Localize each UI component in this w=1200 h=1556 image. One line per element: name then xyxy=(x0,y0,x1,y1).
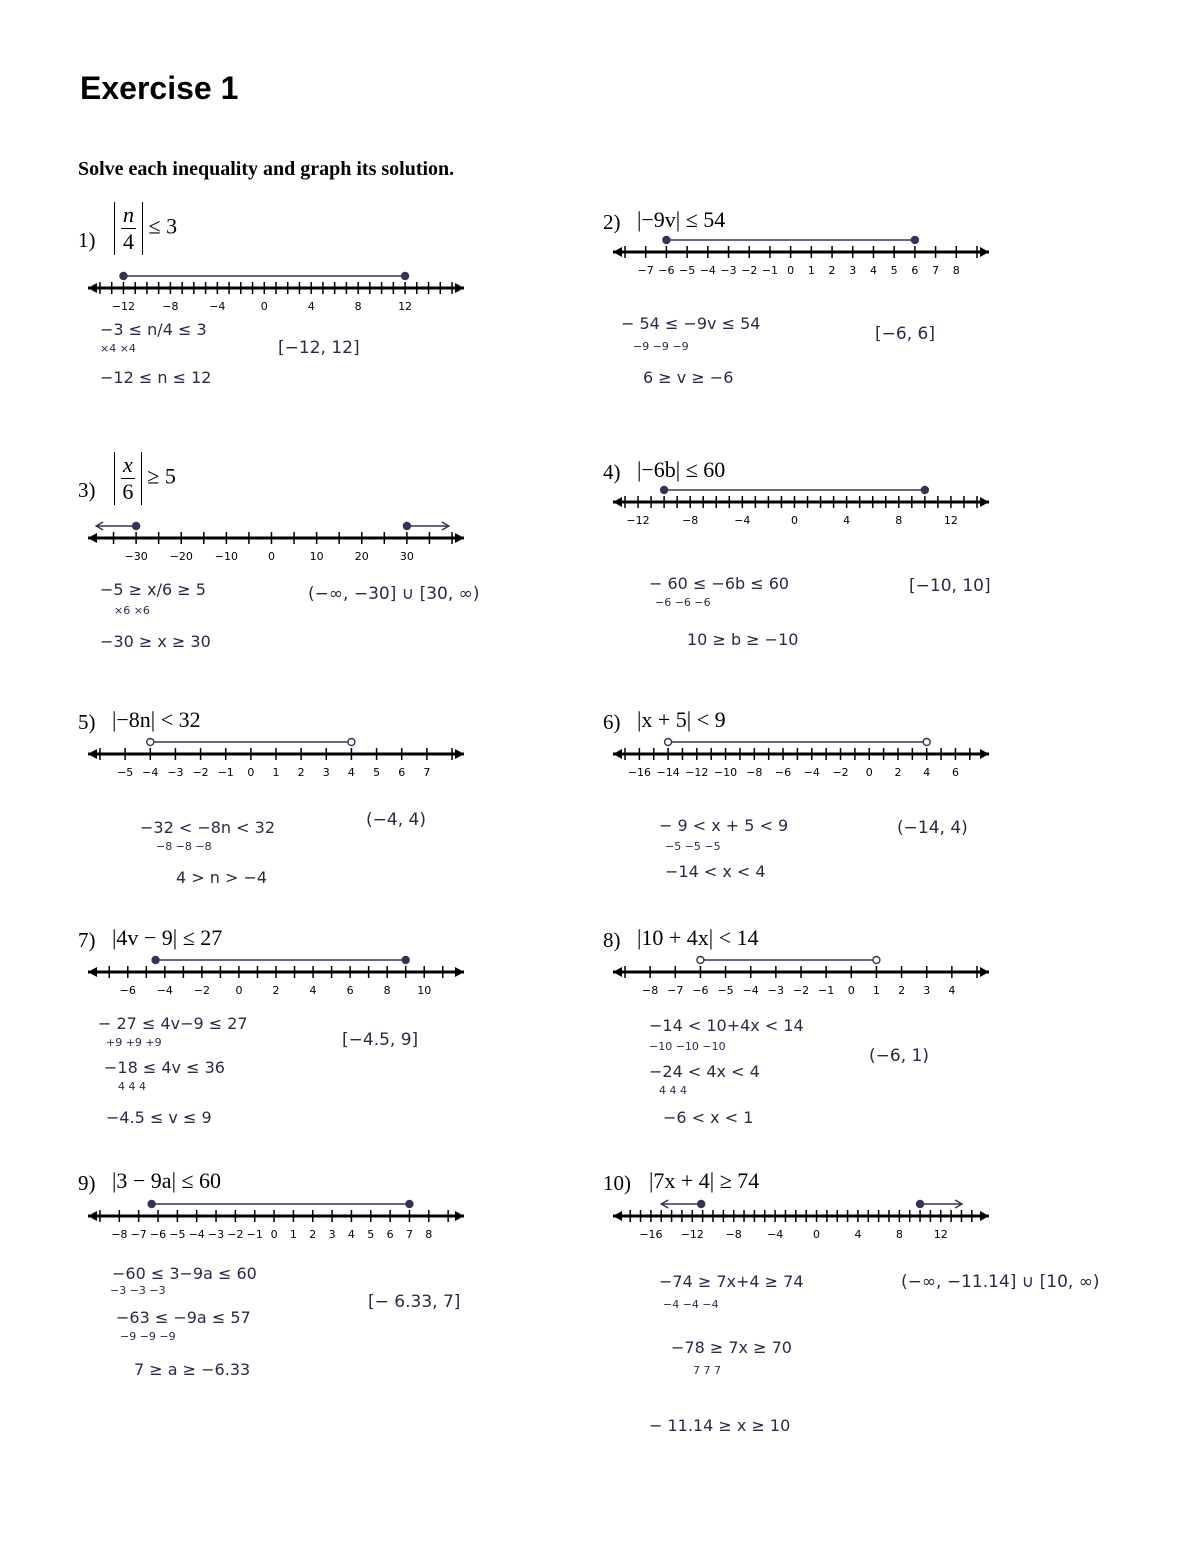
tick-label: 0 xyxy=(235,984,243,997)
work-line-3: −14 < x < 4 xyxy=(665,862,766,881)
number-line xyxy=(611,480,991,526)
number-line xyxy=(611,1194,991,1240)
closed-endpoint xyxy=(403,523,410,530)
open-endpoint xyxy=(923,739,930,746)
number-line xyxy=(611,230,991,276)
open-endpoint xyxy=(147,739,154,746)
number-line xyxy=(611,950,991,996)
open-endpoint xyxy=(665,739,672,746)
tick-label: −30 xyxy=(124,550,148,563)
tick-label: −10 xyxy=(214,550,238,563)
tick-label: −12 xyxy=(680,1228,704,1241)
tick-label: −4 xyxy=(209,300,226,313)
work-line-3: −63 ≤ −9a ≤ 57 xyxy=(116,1308,251,1327)
problem-number: 8) xyxy=(603,928,621,952)
closed-endpoint xyxy=(152,957,159,964)
work-line-2: ×4 ×4 xyxy=(100,342,136,355)
work-line-1: − 9 < x + 5 < 9 xyxy=(659,816,789,835)
tick-label: 2 xyxy=(898,984,906,997)
tick-label: 0 xyxy=(865,766,873,779)
work-line-1: −74 ≥ 7x+4 ≥ 74 xyxy=(659,1272,804,1291)
tick-label: −4 xyxy=(742,984,759,997)
tick-label: 2 xyxy=(894,766,902,779)
abs-fraction xyxy=(114,452,142,505)
tick-label: −8 xyxy=(725,1228,742,1241)
answer-interval: [−10, 10] xyxy=(909,576,991,596)
tick-label: 6 xyxy=(911,264,919,277)
problem-number: 6) xyxy=(603,710,621,734)
tick-label: 0 xyxy=(270,1228,278,1241)
answer-interval: [−4.5, 9] xyxy=(342,1030,419,1050)
tick-label: −1 xyxy=(761,264,779,277)
problem-10 xyxy=(603,1166,1143,1435)
closed-endpoint xyxy=(402,957,409,964)
tick-label: 4 xyxy=(843,514,851,527)
tick-label: 7 xyxy=(423,766,431,779)
problem-1 xyxy=(78,200,618,440)
axis-arrow-right xyxy=(980,967,989,977)
tick-label: 4 xyxy=(854,1228,862,1241)
number-line xyxy=(86,266,466,312)
tick-label: 8 xyxy=(952,264,960,277)
axis-arrow-right xyxy=(980,1211,989,1221)
work-line-3: 4 > n > −4 xyxy=(176,868,268,887)
inequality xyxy=(114,452,176,505)
tick-label: −5 xyxy=(169,1228,186,1241)
tick-label: −8 xyxy=(746,766,763,779)
tick-label: 1 xyxy=(272,766,280,779)
closed-endpoint xyxy=(402,273,409,280)
tick-label: −8 xyxy=(162,300,179,313)
tick-label: 30 xyxy=(399,550,414,563)
work-line-3: −78 ≥ 7x ≥ 70 xyxy=(671,1338,792,1357)
tick-label: 6 xyxy=(398,766,406,779)
axis-arrow-right xyxy=(980,247,989,257)
tick-label: 7 xyxy=(405,1228,413,1241)
work-line-2: −10 −10 −10 xyxy=(649,1040,726,1053)
problem-2 xyxy=(603,200,1143,440)
tick-label: 8 xyxy=(895,514,903,527)
tick-label: 6 xyxy=(951,766,959,779)
frac-denominator: 6 xyxy=(122,479,134,504)
tick-label: −2 xyxy=(792,984,810,997)
problem-number: 7) xyxy=(78,928,96,952)
work-line-1: − 27 ≤ 4v−9 ≤ 27 xyxy=(98,1014,248,1033)
axis-arrow-left xyxy=(613,247,622,257)
problem-number: 10) xyxy=(603,1171,631,1195)
work-line-1: − 60 ≤ −6b ≤ 60 xyxy=(649,574,790,593)
tick-label: 4 xyxy=(347,766,355,779)
work-line-5: − 11.14 ≥ x ≥ 10 xyxy=(649,1416,791,1435)
problem-number: 4) xyxy=(603,460,621,484)
tick-label: 20 xyxy=(354,550,369,563)
tick-label: 0 xyxy=(787,264,795,277)
inequality: |7x + 4| ≥ 74 xyxy=(649,1168,760,1193)
inequality: |3 − 9a| ≤ 60 xyxy=(112,1168,222,1193)
work-line-2: −8 −8 −8 xyxy=(156,840,212,853)
closed-endpoint xyxy=(917,1201,924,1208)
axis-arrow-left xyxy=(613,967,622,977)
tick-label: 6 xyxy=(346,984,354,997)
tick-label: −12 xyxy=(685,766,709,779)
tick-label: 8 xyxy=(895,1228,903,1241)
closed-endpoint xyxy=(698,1201,705,1208)
tick-label: −8 xyxy=(111,1228,128,1241)
inequality: |−6b| ≤ 60 xyxy=(637,457,726,482)
tick-label: 3 xyxy=(923,984,931,997)
closed-endpoint xyxy=(911,237,918,244)
problem-9 xyxy=(78,1166,618,1406)
tick-label: 4 xyxy=(948,984,956,997)
axis-arrow-left xyxy=(613,497,622,507)
answer-interval: (−14, 4) xyxy=(897,818,968,838)
tick-label: −4 xyxy=(142,766,159,779)
tick-label: −5 xyxy=(679,264,696,277)
work-line-1: −5 ≥ x/6 ≥ 5 xyxy=(100,580,206,599)
problem-3 xyxy=(78,450,618,690)
work-line-2: −5 −5 −5 xyxy=(665,840,721,853)
work-line-1: −3 ≤ n/4 ≤ 3 xyxy=(100,320,207,339)
inequality-rhs: ≤ 3 xyxy=(148,213,178,239)
closed-endpoint xyxy=(406,1201,413,1208)
work-line-1: −32 < −8n < 32 xyxy=(140,818,276,837)
work-line-2: +9 +9 +9 xyxy=(106,1036,162,1049)
tick-label: −4 xyxy=(156,984,173,997)
tick-label: −3 xyxy=(767,984,784,997)
work-line-1: −14 < 10+4x < 14 xyxy=(649,1016,804,1035)
tick-label: 0 xyxy=(790,514,798,527)
work-line-4: 4 4 4 xyxy=(118,1080,146,1093)
tick-label: −12 xyxy=(626,514,650,527)
answer-interval: (−∞, −30] ∪ [30, ∞) xyxy=(308,584,480,604)
work-line-3: 6 ≥ v ≥ −6 xyxy=(643,368,734,387)
tick-label: 12 xyxy=(933,1228,948,1241)
tick-label: 5 xyxy=(890,264,898,277)
axis-arrow-left xyxy=(613,749,622,759)
tick-label: 12 xyxy=(398,300,413,313)
work-line-2: −3 −3 −3 xyxy=(110,1284,166,1297)
problem-8 xyxy=(603,920,1143,1160)
tick-label: −4 xyxy=(803,766,820,779)
axis-arrow-right xyxy=(455,533,464,543)
tick-label: 1 xyxy=(872,984,880,997)
answer-interval: (−4, 4) xyxy=(366,810,426,830)
inequality: |−8n| < 32 xyxy=(112,707,201,732)
problem-number: 2) xyxy=(603,210,621,234)
inequality: |−9v| ≤ 54 xyxy=(637,207,726,232)
axis-arrow-left xyxy=(88,967,97,977)
tick-label: 4 xyxy=(309,984,317,997)
tick-label: −2 xyxy=(741,264,758,277)
tick-label: 0 xyxy=(847,984,855,997)
tick-label: 10 xyxy=(417,984,432,997)
tick-label: −6 xyxy=(658,264,675,277)
work-line-3: −18 ≤ 4v ≤ 36 xyxy=(104,1058,225,1077)
tick-label: 10 xyxy=(309,550,324,563)
tick-label: 2 xyxy=(309,1228,317,1241)
tick-label: −4 xyxy=(699,264,716,277)
tick-label: −6 xyxy=(692,984,709,997)
answer-interval: [− 6.33, 7] xyxy=(368,1292,461,1312)
closed-endpoint xyxy=(133,523,140,530)
work-line-4: 7 7 7 xyxy=(693,1364,721,1377)
work-line-5: −4.5 ≤ v ≤ 9 xyxy=(106,1108,212,1127)
tick-label: −1 xyxy=(246,1228,263,1241)
tick-label: 2 xyxy=(272,984,280,997)
tick-label: 4 xyxy=(869,264,877,277)
tick-label: −20 xyxy=(169,550,193,563)
work-line-2: −4 −4 −4 xyxy=(663,1298,719,1311)
inequality: |10 + 4x| < 14 xyxy=(637,925,759,950)
tick-label: 5 xyxy=(367,1228,375,1241)
problem-6 xyxy=(603,702,1143,942)
answer-interval: [−12, 12] xyxy=(278,338,360,358)
tick-label: −8 xyxy=(642,984,659,997)
problem-number: 3) xyxy=(78,478,96,502)
instructions: Solve each inequality and graph its solution. xyxy=(78,158,455,180)
problem-4 xyxy=(603,450,1143,690)
tick-label: −16 xyxy=(639,1228,663,1241)
number-line xyxy=(86,950,466,996)
tick-label: −2 xyxy=(192,766,209,779)
tick-label: −1 xyxy=(818,984,835,997)
inequality: |x + 5| < 9 xyxy=(637,707,726,732)
frac-numerator: n xyxy=(123,202,134,227)
tick-label: 4 xyxy=(923,766,931,779)
tick-label: −4 xyxy=(188,1228,205,1241)
answer-interval: (−∞, −11.14] ∪ [10, ∞) xyxy=(901,1272,1100,1292)
work-line-3: 10 ≥ b ≥ −10 xyxy=(687,630,799,649)
open-endpoint xyxy=(873,957,880,964)
axis-arrow-right xyxy=(455,1211,464,1221)
axis-arrow-right xyxy=(980,497,989,507)
work-line-2: −6 −6 −6 xyxy=(655,596,711,609)
work-line-2: ×6 ×6 xyxy=(114,604,150,617)
work-line-4: −9 −9 −9 xyxy=(120,1330,176,1343)
tick-label: −2 xyxy=(193,984,211,997)
inequality xyxy=(114,202,177,255)
work-line-1: − 54 ≤ −9v ≤ 54 xyxy=(621,314,761,333)
tick-label: −7 xyxy=(667,984,684,997)
work-line-3: −12 ≤ n ≤ 12 xyxy=(100,368,212,387)
number-line xyxy=(611,732,991,778)
tick-label: 0 xyxy=(813,1228,821,1241)
problem-5 xyxy=(78,702,618,942)
tick-label: 0 xyxy=(247,766,255,779)
tick-label: 7 xyxy=(932,264,940,277)
tick-label: −2 xyxy=(832,766,849,779)
problem-number: 5) xyxy=(78,710,96,734)
tick-label: −2 xyxy=(227,1228,244,1241)
axis-arrow-left xyxy=(88,1211,97,1221)
tick-label: −10 xyxy=(713,766,738,779)
work-line-4: 4 4 4 xyxy=(659,1084,687,1097)
problem-7 xyxy=(78,920,618,1160)
open-endpoint xyxy=(697,957,704,964)
axis-arrow-left xyxy=(88,749,97,759)
problem-number: 9) xyxy=(78,1171,96,1195)
tick-label: −8 xyxy=(682,514,699,527)
tick-label: 3 xyxy=(849,264,857,277)
number-line xyxy=(86,732,466,778)
tick-label: −3 xyxy=(207,1228,225,1241)
closed-endpoint xyxy=(120,273,127,280)
tick-label: 8 xyxy=(383,984,391,997)
tick-label: −5 xyxy=(117,766,134,779)
answer-interval: [−6, 6] xyxy=(875,324,935,344)
axis-arrow-right xyxy=(455,967,464,977)
tick-label: 1 xyxy=(807,264,815,277)
axis-arrow-right xyxy=(455,283,464,293)
work-line-2: −9 −9 −9 xyxy=(633,340,689,353)
tick-label: −14 xyxy=(656,766,680,779)
tick-label: 4 xyxy=(347,1228,355,1241)
inequality-rhs: ≥ 5 xyxy=(147,463,176,489)
frac-denominator: 4 xyxy=(123,229,134,254)
tick-label: −7 xyxy=(130,1228,147,1241)
closed-endpoint xyxy=(663,237,670,244)
tick-label: 5 xyxy=(373,766,381,779)
tick-label: −16 xyxy=(627,766,651,779)
work-line-5: −6 < x < 1 xyxy=(663,1108,754,1127)
tick-label: 4 xyxy=(307,300,315,313)
work-line-3: −30 ≥ x ≥ 30 xyxy=(100,632,211,651)
inequality: |4v − 9| ≤ 27 xyxy=(112,925,223,950)
tick-label: −3 xyxy=(720,264,737,277)
tick-label: −6 xyxy=(774,766,792,779)
tick-label: −6 xyxy=(149,1228,167,1241)
problem-number: 1) xyxy=(78,228,96,252)
closed-endpoint xyxy=(148,1201,155,1208)
work-line-1: −60 ≤ 3−9a ≤ 60 xyxy=(112,1264,257,1283)
axis-arrow-left xyxy=(88,283,97,293)
frac-numerator: x xyxy=(123,452,133,477)
closed-endpoint xyxy=(921,487,928,494)
tick-label: −7 xyxy=(637,264,654,277)
axis-arrow-right xyxy=(980,749,989,759)
number-line xyxy=(86,516,466,562)
tick-label: 1 xyxy=(289,1228,297,1241)
axis-arrow-left xyxy=(613,1211,622,1221)
tick-label: −5 xyxy=(717,984,734,997)
closed-endpoint xyxy=(661,487,668,494)
tick-label: 3 xyxy=(322,766,330,779)
number-line xyxy=(86,1194,466,1240)
tick-label: −3 xyxy=(167,766,184,779)
tick-label: 8 xyxy=(354,300,362,313)
tick-label: 8 xyxy=(425,1228,433,1241)
tick-label: −4 xyxy=(734,514,751,527)
tick-label: 3 xyxy=(328,1228,336,1241)
tick-label: 6 xyxy=(386,1228,394,1241)
work-line-5: 7 ≥ a ≥ −6.33 xyxy=(134,1360,251,1379)
open-endpoint xyxy=(348,739,355,746)
tick-label: 2 xyxy=(297,766,305,779)
tick-label: −1 xyxy=(217,766,234,779)
page-title: Exercise 1 xyxy=(80,70,239,106)
abs-fraction xyxy=(114,202,143,255)
work-line-3: −24 < 4x < 4 xyxy=(649,1062,760,1081)
tick-label: −12 xyxy=(111,300,136,313)
tick-label: 0 xyxy=(260,300,268,313)
tick-label: −4 xyxy=(767,1228,784,1241)
answer-interval: (−6, 1) xyxy=(869,1046,929,1066)
tick-label: 0 xyxy=(267,550,275,563)
tick-label: −6 xyxy=(119,984,136,997)
axis-arrow-right xyxy=(455,749,464,759)
tick-label: 2 xyxy=(828,264,836,277)
tick-label: 12 xyxy=(943,514,958,527)
axis-arrow-left xyxy=(88,533,97,543)
